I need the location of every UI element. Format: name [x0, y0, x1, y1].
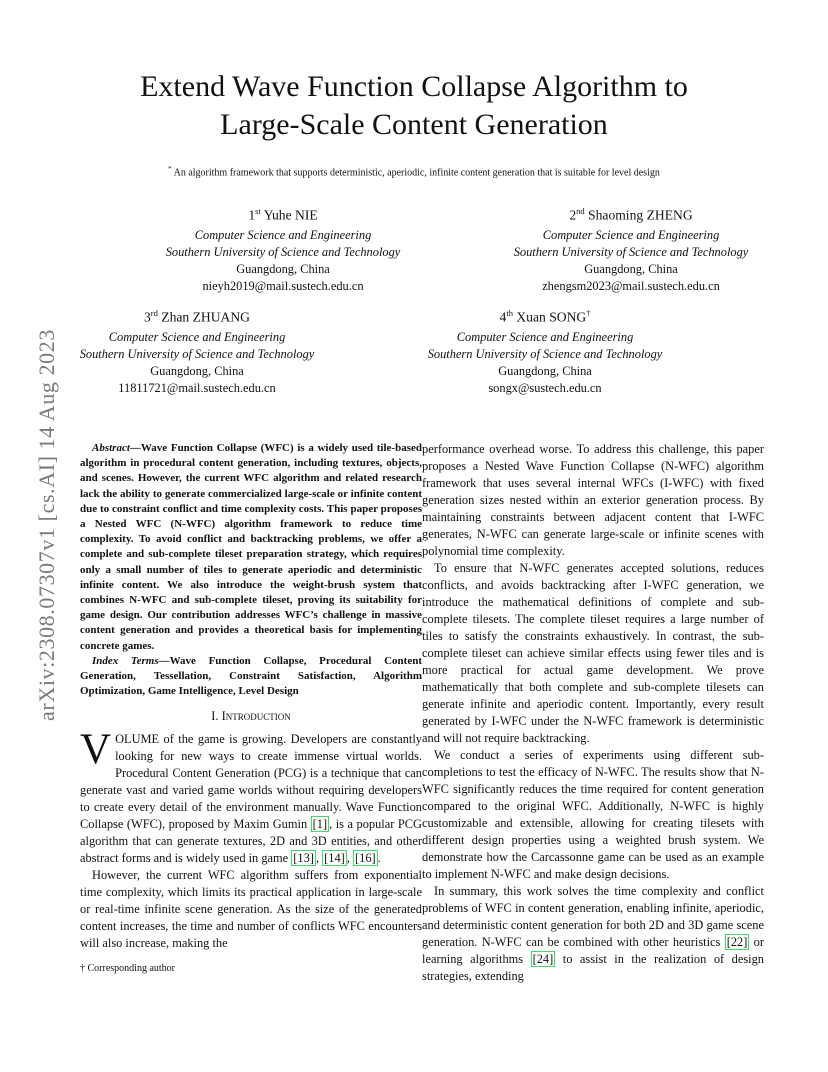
citation-link[interactable]: [13] [293, 851, 314, 866]
author-email[interactable]: songx@sustech.edu.cn [488, 380, 602, 395]
author-location: Guangdong, China [150, 363, 244, 378]
left-column [80, 441, 422, 952]
author-location: Guangdong, China [498, 363, 592, 378]
right-paragraph-4: In summary, this work solves the time complexity and conflict problems of WFC in content generation, enabling infinite, aperiodic, and deterministic content generation for both 2D and 3D game scene generation. N-WFC can be combined with other heuristics [22] or learning algorithms [24] to assist in the realization of design strategies, extending [422, 884, 765, 983]
citation-link[interactable]: [22] [726, 935, 748, 949]
author-name: 1st Yuhe NIE [248, 206, 318, 223]
author-name: 3rd Zhan ZHUANG [143, 308, 250, 325]
author-block-2 [498, 202, 764, 295]
author-university: Southern University of Science and Technology [427, 346, 663, 361]
citation-link[interactable]: [16] [355, 851, 376, 866]
right-column [422, 441, 764, 985]
author-department: Computer Science and Engineering [542, 227, 720, 242]
arxiv-stamp: arXiv:2308.07307v1 [cs.AI] 14 Aug 2023 [34, 329, 59, 721]
right-paragraph-1: performance overhead worse. To address this challenge, this paper proposes a Nested Wave Function Collapse (N-WFC) algorithm framework that uses several internal WFCs (I-WFC) with fixed generation sizes nested within an exterior generation process. By maintaining constraints between adjacent content that I-WFC generates, N-WFC can generate large-scale or infinite scenes with polynomial time complexity. [422, 442, 764, 558]
title-line-2: Large-Scale Content Generation [220, 108, 608, 141]
author-block-3 [64, 304, 330, 397]
author-location: Guangdong, China [236, 261, 330, 276]
author-university: Southern University of Science and Technology [513, 244, 749, 259]
drop-cap: V [80, 726, 112, 774]
author-department: Computer Science and Engineering [456, 329, 634, 344]
author-department: Computer Science and Engineering [194, 227, 372, 242]
right-paragraph-3: We conduct a series of experiments using different sub-completions to test the efficacy of N-WFC. The results show that N-WFC significantly reduces the time required for content generation compared to the original WFC. Additionally, N-WFC is highly customizable and extensible, allowing for creating tilesets with different design properties using a weighted brush system. We demonstrate how the Carcassonne game can be used as an example to implement N-WFC and make design decisions. [422, 748, 764, 881]
author-department: Computer Science and Engineering [108, 329, 286, 344]
citation-link[interactable]: [24] [532, 952, 554, 966]
right-paragraph-2: To ensure that N-WFC generates accepted solutions, reduces conflicts, and avoids backtracking after I-WFC generation, we introduce the mathematical definitions of complete and sub-complete tilesets. The complete tileset requires a large number of tiles to satisfy the constraints exhaustively. In contrast, the sub-complete tileset can achieve similar effects using fewer tiles and is more practical for actual game development. We prove mathematically that both complete and sub-complete tilesets can generate infinite and aperiodic content. Importantly, every result generated by I-WFC under the N-WFC framework is deterministic and will not require backtracking. [422, 561, 764, 745]
author-block-1 [150, 202, 416, 295]
corresponding-author-footnote: † Corresponding author [80, 963, 175, 974]
author-name: 2nd Shaoming ZHENG [569, 206, 693, 223]
author-email[interactable]: 11811721@mail.sustech.edu.cn [118, 380, 276, 395]
section-heading-introduction: I. Introduction [211, 709, 291, 724]
index-terms: Index Terms—Wave Function Collapse, Procedural Content Generation, Tessellation, Constraint Satisfaction, Algorithm Optimization, Game Intelligence, Level Design [80, 654, 422, 698]
intro-paragraph-2: However, the current WFC algorithm suffers from exponential time complexity, which limits its practical application in large-scale or real-time infinite scene generation. As the size of the generated content increases, the time and number of conflicts WFC encounters will also increase, making the [80, 868, 422, 951]
title-footnote: * An algorithm framework that supports deterministic, aperiodic, infinite content generation that is suitable for level design [168, 165, 660, 179]
abstract: Abstract—Wave Function Collapse (WFC) is a widely used tile-based algorithm in procedural content generation, including textures, objects, and scenes. However, the current WFC algorithm and related research lack the ability to generate commercialized large-scale or infinite content due to constraint conflict and time complexity costs. This paper proposes a Nested WFC (N-WFC) algorithm framework to reduce time complexity. To avoid conflict and backtracking problems, we offer a complete and sub-complete tileset preparation strategy, which requires only a small number of tiles to generate aperiodic and deterministic infinite content. We also introduce the weight-brush system that combines N-WFC and sub-complete tileset, proving its suitability for game design. Our contribution addresses WFC’s challenge in massive content generation and provides a theoretical basis for implementing concrete games. [80, 442, 422, 652]
author-email[interactable]: zhengsm2023@mail.sustech.edu.cn [542, 278, 720, 293]
intro-paragraph-1: VOLUME of the game is growing. Developers are constantly looking for new ways to create immense virtual worlds. Procedural Content Generation (PCG) is a technique that can generate vast and varied game worlds without requiring developers to create every detail of the environment manually. Wave Function Collapse (WFC), proposed by Maxim Gumin [1] , is a popular PCG algorithm that can generate textures, 2D and 3D entities, and other abstract forms and is widely used in game [13] , [14] , [16] . [80, 726, 422, 866]
title-line-1: Extend Wave Function Collapse Algorithm to [140, 70, 688, 103]
author-block-4 [412, 304, 678, 397]
author-university: Southern University of Science and Technology [79, 346, 315, 361]
author-university: Southern University of Science and Technology [165, 244, 401, 259]
paper-title [80, 68, 748, 144]
author-location: Guangdong, China [584, 261, 678, 276]
author-name: 4th Xuan SONG† [499, 308, 591, 325]
citation-link[interactable]: [14] [324, 851, 345, 866]
author-email[interactable]: nieyh2019@mail.sustech.edu.cn [202, 278, 364, 293]
citation-link[interactable]: [1] [312, 817, 328, 832]
